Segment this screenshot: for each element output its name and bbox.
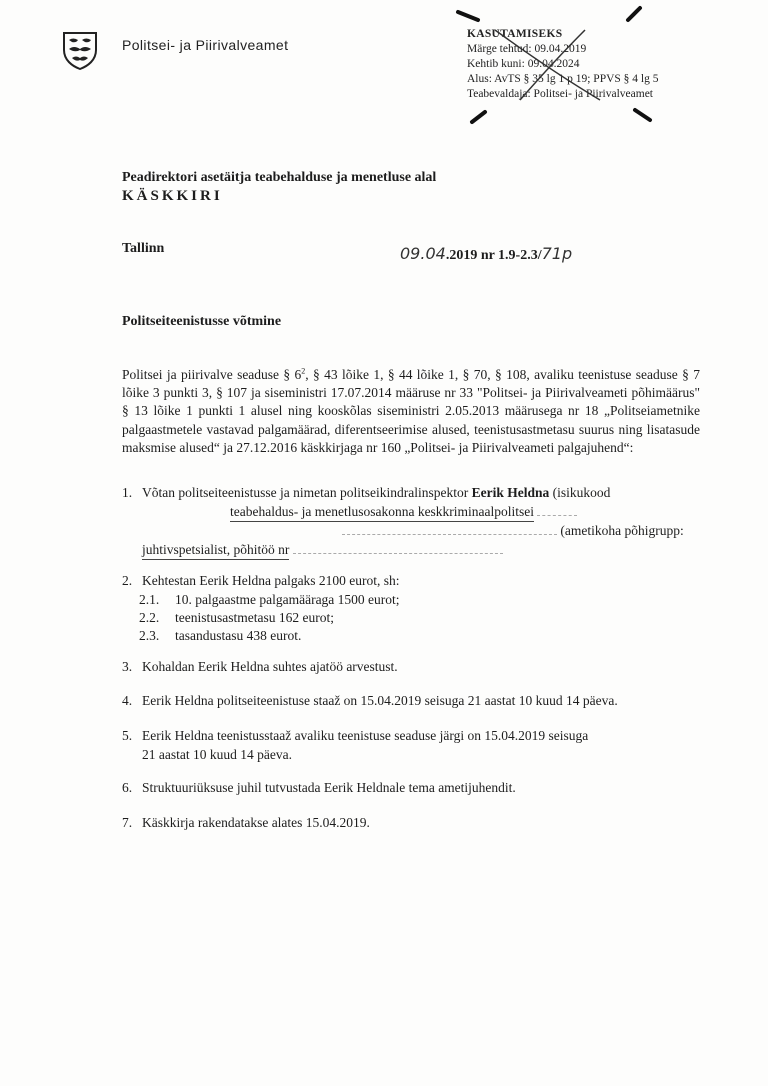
item-text: Eerik Heldna politseiteenistuse staaž on 15.04.2019 seisuga 21 aastat 10 kuud 14 päeva. [142,693,618,708]
number-printed: .2019 nr 1.9-2.3/ [445,248,542,263]
item-number: 7. [122,815,133,830]
list-item-7 [122,814,702,833]
agency-name: Politsei- ja Piirivalveamet [122,37,289,53]
list-item-4 [122,692,702,711]
sub-item-number: 2.1. [139,592,160,607]
item-number: 1. [122,485,133,500]
item-text: (isikukood [549,485,611,500]
stamp-line: Märge tehtud: 09.04.2019 [467,43,587,55]
coat-of-arms-logo [58,30,102,70]
unit-name: teabehaldus- ja menetlusosakonna keskkriminaalpolitsei [230,503,534,523]
list-item-3 [122,658,702,677]
list-item-5 [122,727,702,764]
handwritten-date: 09.04 [400,244,446,263]
stamp-line: Kehtib kuni: 09.04.2024 [467,58,580,70]
intro-text: Politsei ja piirivalve seaduse § 6 [122,367,302,382]
redacted-field [293,543,503,554]
stamp-strike-marks [440,0,670,140]
item-number: 5. [122,728,133,743]
item-number: 4. [122,693,133,708]
stamp-title: KASUTAMISEKS [467,28,563,40]
item-text: Kohaldan Eerik Heldna suhtes ajatöö arvestust. [142,659,398,674]
document-number [400,244,572,264]
sub-item-text: 10. palgaastme palgamääraga 1500 eurot; [175,592,400,607]
list-item-1 [122,484,702,560]
stamp-line: Teabevaldaja: Politsei- ja Piirivalveamet [467,88,654,100]
intro-superscript: 2 [301,366,306,376]
item-text: (ametikoha põhigrupp: [560,523,684,538]
sub-item [139,609,334,628]
issuer-title: Peadirektori asetäitja teabehalduse ja menetluse alal [122,170,437,185]
item-number: 6. [122,780,133,795]
list-item-6 [122,779,702,798]
item-number: 3. [122,659,133,674]
redacted-field [537,505,577,516]
item-text: Struktuuriüksuse juhil tutvustada Eerik Heldnale tema ametijuhendit. [142,780,516,795]
position-text: juhtivspetsialist, põhitöö nr [142,541,289,561]
list-item-2 [122,572,702,591]
document-subject: Politseiteenistusse võtmine [122,314,282,329]
legal-basis-paragraph [122,366,700,457]
person-name: Eerik Heldna [471,485,550,500]
sub-item [139,627,301,646]
item-text: Eerik Heldna teenistusstaaž avaliku teenistuse seaduse järgi on 15.04.2019 seisuga [142,728,589,743]
sub-item-text: tasandustasu 438 eurot. [175,628,302,643]
sub-item-number: 2.3. [139,628,160,643]
sub-item [139,591,400,610]
document-type: KÄSKKIRI [122,188,223,204]
item-text: Võtan politseiteenistusse ja nimetan politseikindralinspektor [142,485,472,500]
redacted-field [342,524,557,535]
item-text: Käskkirja rakendatakse alates 15.04.2019. [142,815,370,830]
sub-item-number: 2.2. [139,610,160,625]
intro-text-cont: , § 43 lõike 1, § 44 lõike 1, § 70, § 108, avaliku teenistuse seaduse § 7 lõike 3 punkti 3, § 107 ja siseministri 17.07.2014 määruse nr 33 "Politsei- ja Piirivalveameti põhimäärus" § 13 lõike 1 punkti 1 alusel ning kooskõlas siseministri 2.05.2013 määrusega nr 18 „Politseiametnike palgaastmetele vastavad palgamäärad, diferentseerimise alused, teenistusastmetasu suurus ning lisatasude maksmise alused“ ja 27.12.2016 käskkirjaga nr 160 „Politsei- ja Piirivalveameti palgajuhend“: [122,367,700,455]
item-text: Kehtestan Eerik Heldna palgaks 2100 eurot, sh: [142,573,400,588]
item-text-cont: 21 aastat 10 kuud 14 päeva. [142,746,292,762]
stamp-line: Alus: AvTS § 35 lg 1 p 19; PPVS § 4 lg 5 [467,73,659,85]
handwritten-number: 71p [541,244,573,263]
item-number: 2. [122,573,133,588]
document-city: Tallinn [122,241,165,256]
sub-item-text: teenistusastmetasu 162 eurot; [175,610,334,625]
